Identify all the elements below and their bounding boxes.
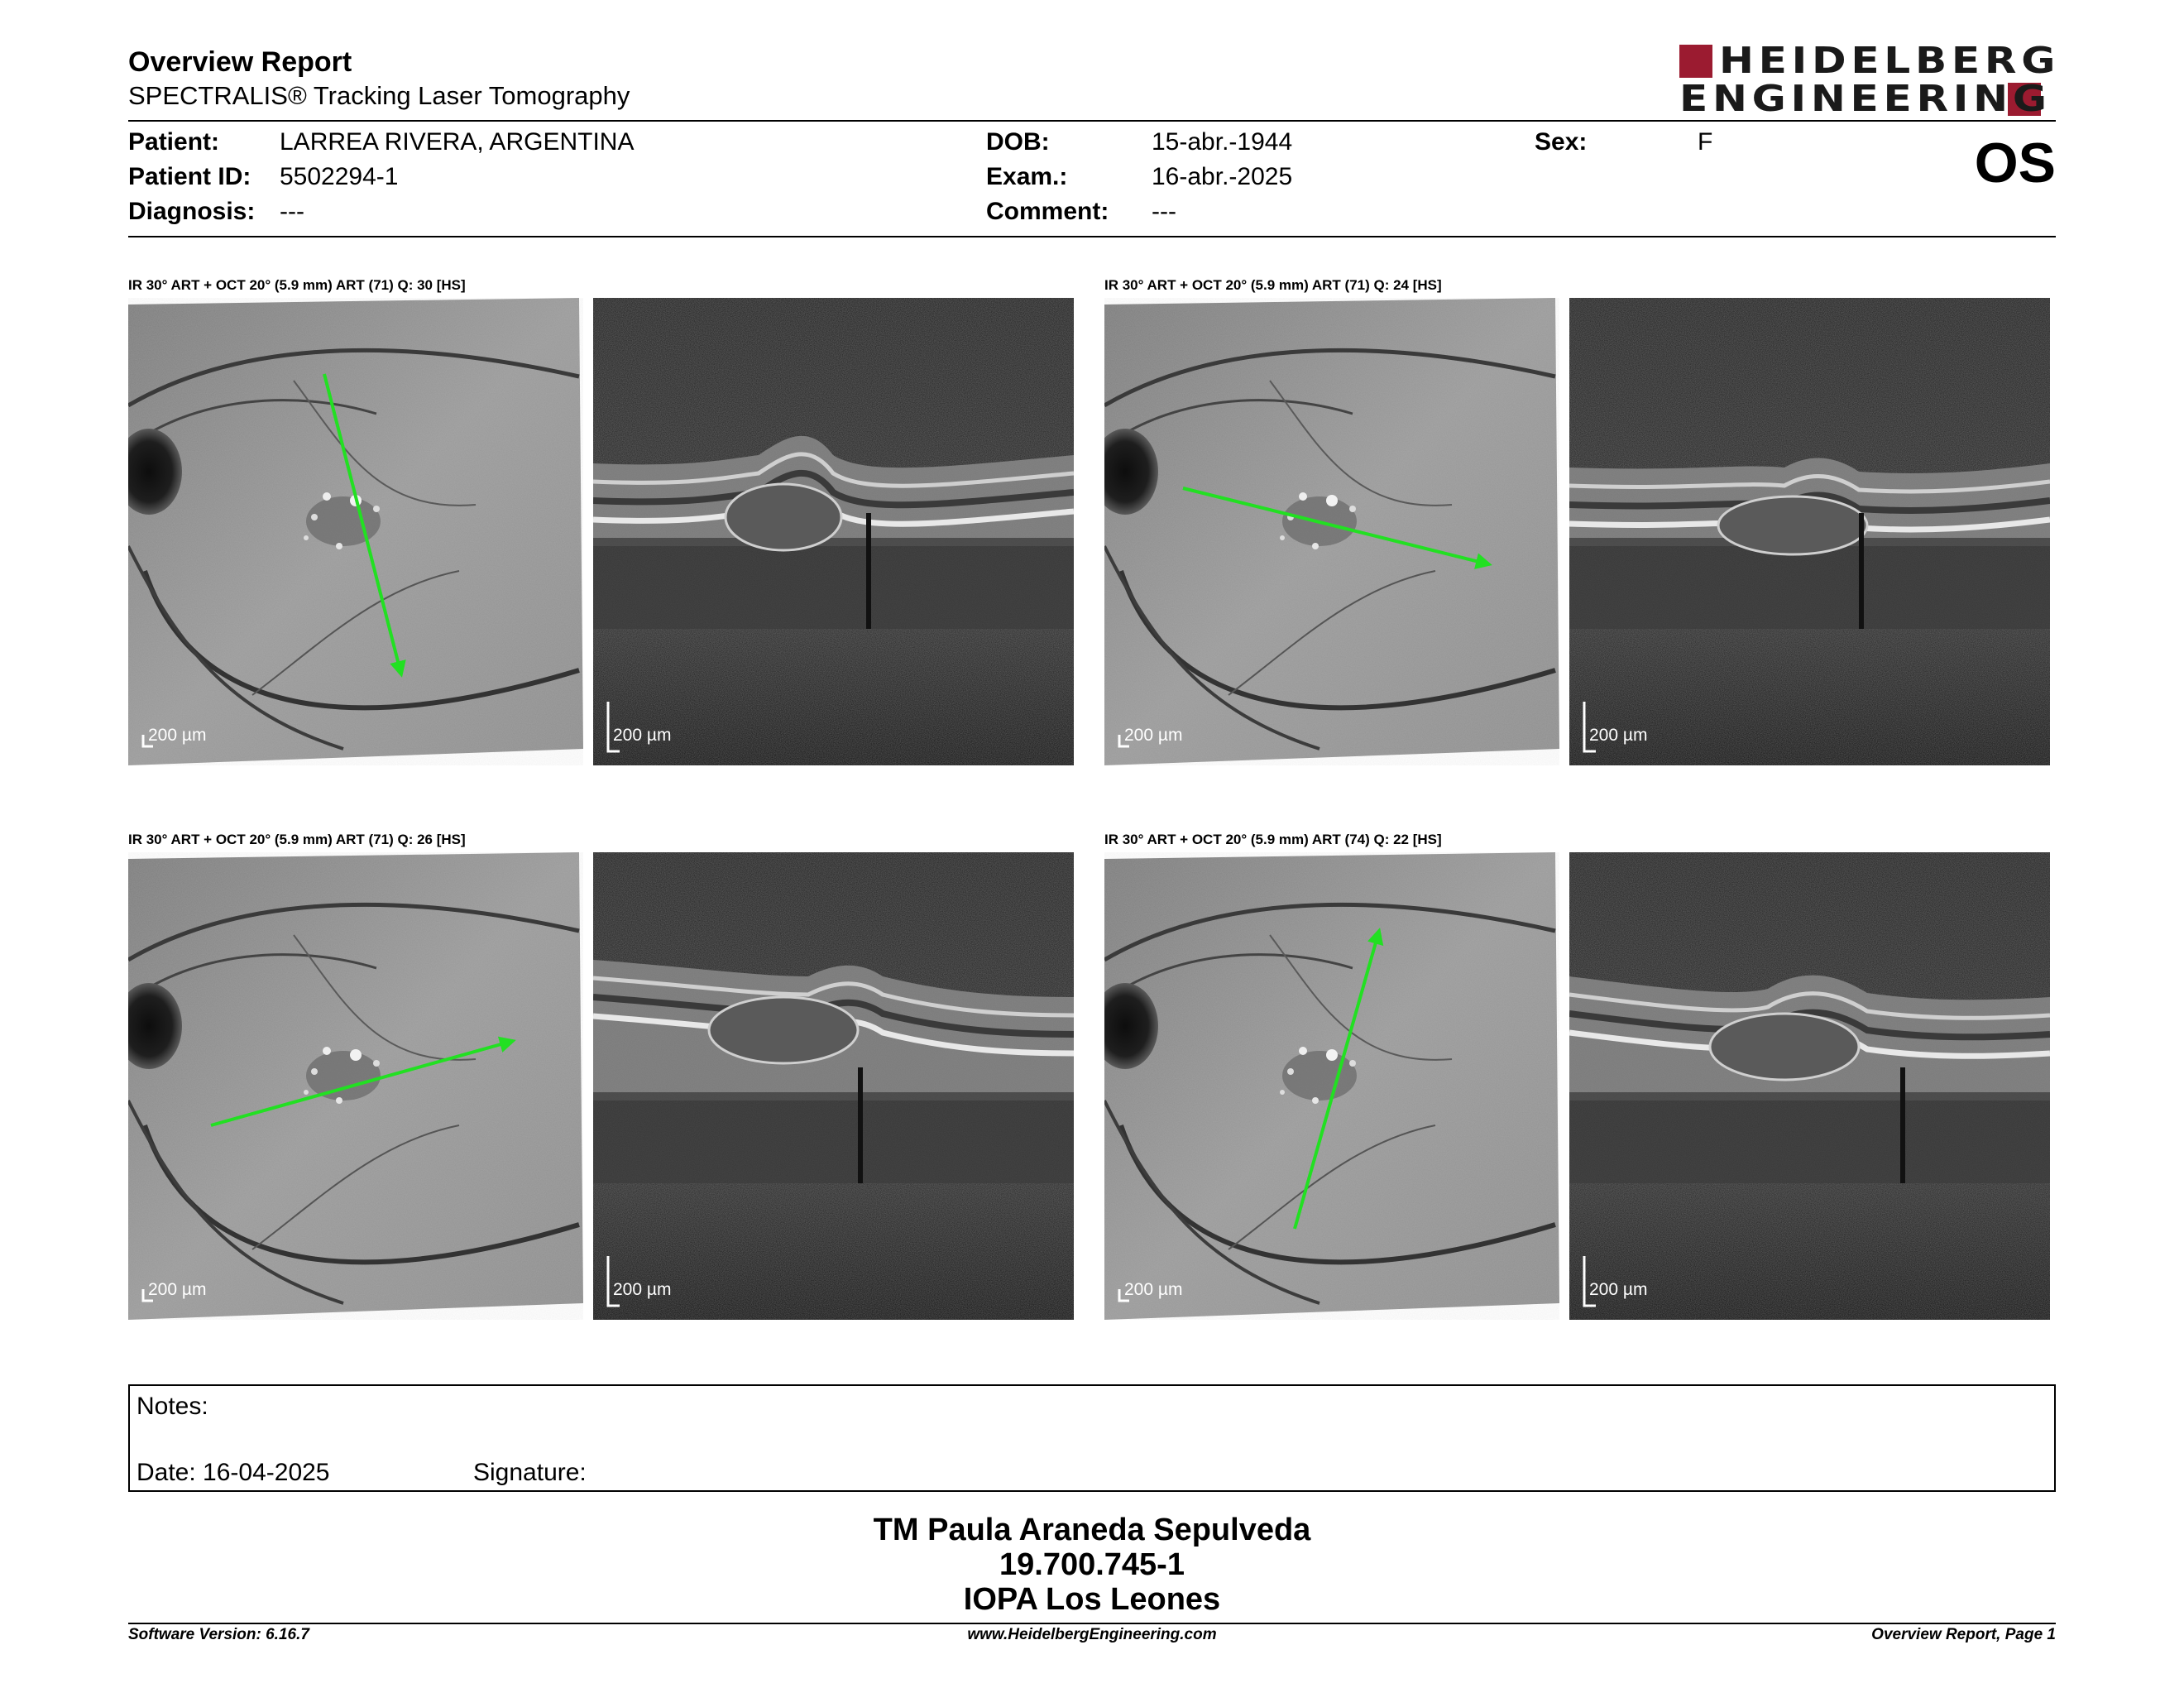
oct-scale-label: 200 µm: [613, 1280, 672, 1299]
oct-scale-label: 200 µm: [1589, 726, 1648, 745]
scan-caption: IR 30° ART + OCT 20° (5.9 mm) ART (71) Q: 24 [HS]: [1104, 277, 1442, 293]
dob-value: 15-abr.-1944: [1152, 128, 1293, 156]
signer-institution: IOPA Los Leones: [963, 1582, 1221, 1617]
exam-value: 16-abr.-2025: [1152, 163, 1293, 190]
patient-id: 5502294-1: [280, 163, 399, 190]
patient-label: Patient:: [128, 128, 220, 156]
sex-value: F: [1698, 128, 1713, 156]
comment-value: ---: [1152, 198, 1176, 225]
signature-label: Signature:: [473, 1459, 587, 1486]
fundus-scale-label: 200 µm: [1124, 1280, 1183, 1299]
diagnosis-label: Diagnosis:: [128, 198, 256, 225]
patient-id-label: Patient ID:: [128, 163, 251, 190]
notes-label: Notes:: [136, 1393, 208, 1420]
heidelberg-logo: [1679, 40, 2061, 120]
report-title: Overview Report: [128, 46, 352, 78]
signer-id: 19.700.745-1: [999, 1547, 1185, 1582]
eye-laterality: OS: [1974, 132, 2056, 194]
fundus-infrared-image[interactable]: [128, 852, 592, 1320]
oct-bscan-image[interactable]: [1569, 852, 2050, 1320]
scan-panel: [128, 298, 1074, 765]
software-version: Software Version: 6.16.7: [128, 1626, 309, 1643]
comment-label: Comment:: [986, 198, 1109, 225]
oct-scale-label: 200 µm: [613, 726, 672, 745]
signer-name: TM Paula Araneda Sepulveda: [873, 1513, 1311, 1547]
report-subtitle: SPECTRALIS® Tracking Laser Tomography: [128, 81, 630, 110]
sex-label: Sex:: [1535, 128, 1588, 156]
scan-panel: [1104, 852, 2050, 1320]
dob-label: DOB:: [986, 128, 1050, 156]
website-link[interactable]: www.HeidelbergEngineering.com: [967, 1626, 1217, 1643]
logo-square-icon: [1679, 45, 1712, 78]
scan-panel: [1104, 298, 2050, 765]
exam-label: Exam.:: [986, 163, 1068, 190]
date-field: Date: 16-04-2025: [136, 1459, 330, 1486]
diagnosis-value: ---: [280, 198, 304, 225]
fundus-infrared-image[interactable]: [1104, 852, 1568, 1320]
scan-caption: IR 30° ART + OCT 20° (5.9 mm) ART (74) Q: 22 [HS]: [1104, 832, 1442, 847]
oct-bscan-image[interactable]: [1569, 298, 2050, 765]
footer-rule: [128, 1623, 2056, 1624]
oct-scale-label: 200 µm: [1589, 1280, 1648, 1299]
fundus-scale-label: 200 µm: [148, 726, 207, 745]
logo-word-top: HEIDELBERG: [1719, 40, 2061, 82]
logo-word-bottom: ENGINEERING: [1679, 78, 2052, 120]
fundus-scale-label: 200 µm: [148, 1280, 207, 1299]
scan-caption: IR 30° ART + OCT 20° (5.9 mm) ART (71) Q: 26 [HS]: [128, 832, 466, 847]
fundus-scale-label: 200 µm: [1124, 726, 1183, 745]
patient-name: LARREA RIVERA, ARGENTINA: [280, 128, 635, 156]
header-rule: [128, 120, 2056, 122]
fundus-infrared-image[interactable]: [128, 298, 592, 765]
page-number: Overview Report, Page 1: [1871, 1626, 2056, 1643]
patient-rule: [128, 236, 2056, 237]
scan-panel: [128, 852, 1074, 1320]
scan-caption: IR 30° ART + OCT 20° (5.9 mm) ART (71) Q: 30 [HS]: [128, 277, 466, 293]
fundus-infrared-image[interactable]: [1104, 298, 1568, 765]
oct-bscan-image[interactable]: [593, 852, 1074, 1320]
oct-bscan-image[interactable]: [593, 298, 1074, 765]
notes-box[interactable]: [128, 1384, 2056, 1492]
